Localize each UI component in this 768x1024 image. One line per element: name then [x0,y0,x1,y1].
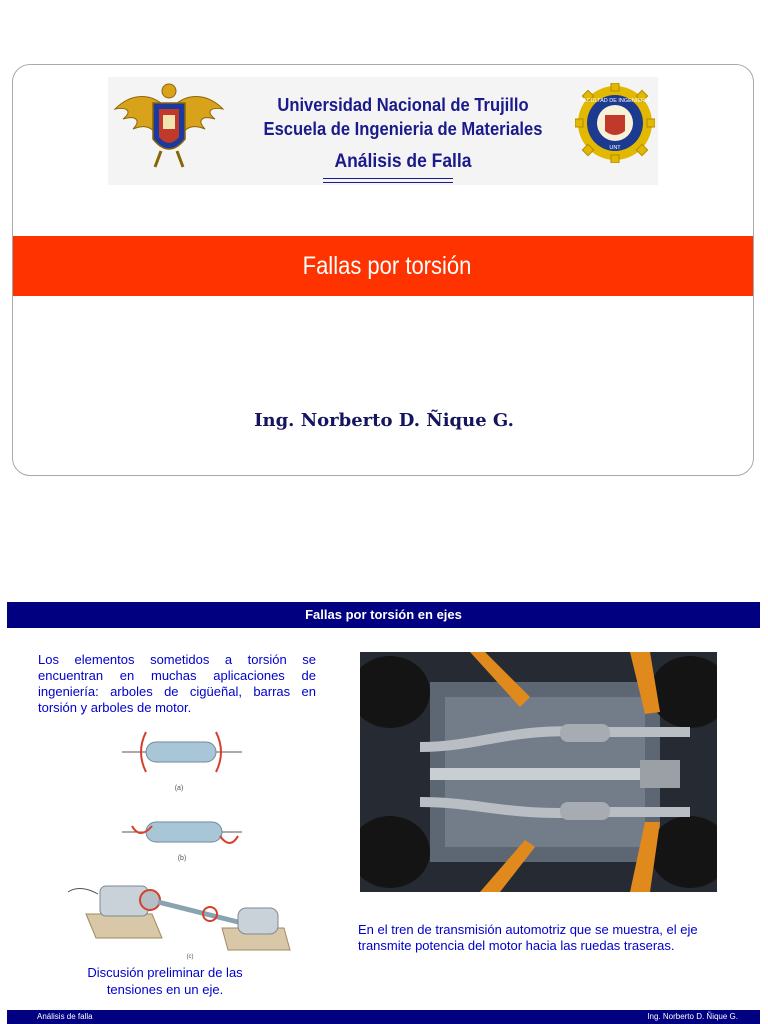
figure-label-b: (b) [177,855,187,862]
seal-text-bottom: UNT [609,145,621,151]
school-name: Escuela de Ingenieria de Materiales [263,119,543,139]
course-underline [323,178,453,183]
figure-label-a: (a) [174,785,184,792]
course-name: Análisis de Falla [334,151,472,172]
shaft-figure-a [122,732,242,792]
intro-paragraph: Los elementos sometidos a torsión se encuentran en muchas aplicaciones de ingeniería: arboles de cigüeñal, barras en torsión y arboles de motor. [38,652,316,715]
university-name: Universidad Nacional de Trujillo [277,95,529,115]
university-crest-icon [113,81,225,171]
footer-course: Análisis de falla [37,1012,93,1021]
photo-caption: En el tren de transmisión automotriz que se muestra, el eje transmite potencia del motor hacia las ruedas traseras. [358,922,698,953]
motor-shaft-figure-c [68,886,290,960]
title-bar [12,236,754,296]
car-underbody-drivetrain-photo [360,652,717,892]
title-slide [12,64,754,476]
faculty-seal-icon [575,83,655,163]
shaft-torsion-figure [62,714,302,964]
figure-caption-line2: tensiones en un eje. [106,982,224,997]
slide-header-title: Fallas por torsión en ejes [305,607,462,622]
figure-caption-line1: Discusión preliminar de las [87,965,243,980]
figure-caption [65,964,265,998]
slide-header-bar [7,602,760,628]
figure-label-c: (c) [186,954,194,960]
shaft-figure-b [122,822,242,862]
author-name: Ing. Norberto D. Ñique G. [254,410,514,431]
footer-author: Ing. Norberto D. Ñique G. [647,1012,738,1021]
slide-title: Fallas por torsión [302,252,472,280]
content-slide [7,602,760,1024]
seal-text-top: FACULTAD DE INGENIERIA [579,98,651,104]
slide-footer-bar [7,1010,760,1024]
